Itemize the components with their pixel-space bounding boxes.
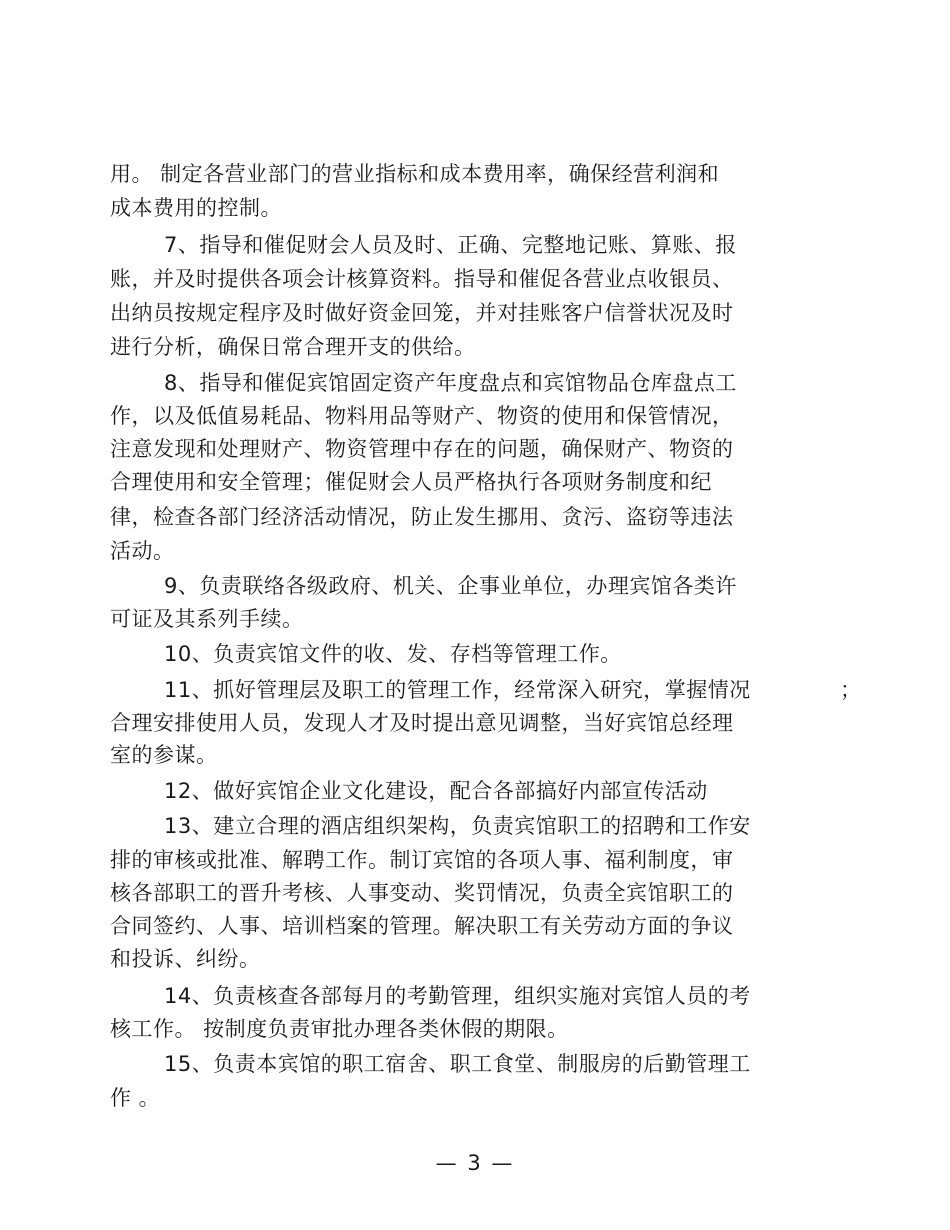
text-line: 合理使用和安全管理；催促财会人员严格执行各项财务制度和纪: [110, 470, 712, 494]
paragraph-9-line: 9、负责联络各级政府、机关、企事业单位，办理宾馆各类许: [164, 574, 737, 598]
text-line: 注意发现和处理财产、物资管理中存在的问题，确保财产、物资的: [110, 437, 734, 461]
trailing-semicolon: ；: [840, 678, 861, 702]
text-line: 核工作。 按制度负责审批办理各类休假的期限。: [110, 1017, 569, 1041]
text-line: 账，并及时提供各项会计核算资料。指导和催促各营业点收银员、: [110, 267, 734, 291]
text-line: 用。 制定各营业部门的营业指标和成本费用率，确保经营利润和: [110, 162, 720, 186]
text-line: 可证及其系列手续。: [110, 607, 304, 631]
text-line: 成本费用的控制。: [110, 196, 282, 220]
text-line: 合理安排使用人员，发现人才及时提出意见调整，当好宾馆总经理: [110, 711, 734, 735]
text-line: 活动。: [110, 539, 175, 563]
paragraph-15-line: 15、负责本宾馆的职工宿舍、职工食堂、制服房的后勤管理工: [164, 1052, 751, 1076]
text-line: 作 。: [110, 1086, 161, 1110]
text-line: 室的参谋。: [110, 743, 218, 767]
text-line: 合同签约、人事、培训档案的管理。解决职工有关劳动方面的争议: [110, 914, 734, 938]
page-number: — 3 —: [435, 1151, 515, 1175]
text-line: 出纳员按规定程序及时做好资金回笼，并对挂账客户信誉状况及时: [110, 301, 734, 325]
paragraph-11-line: 11、抓好管理层及职工的管理工作，经常深入研究，掌握情况: [164, 678, 751, 702]
paragraph-12-line: 12、做好宾馆企业文化建设，配合各部搞好内部宣传活动: [164, 779, 708, 803]
paragraph-13-line: 13、建立合理的酒店组织架构，负责宾馆职工的招聘和工作安: [164, 814, 751, 838]
text-line: 作，以及低值易耗品、物料用品等财产、物资的使用和保管情况，: [110, 404, 734, 428]
text-line: 和投诉、纠纷。: [110, 947, 261, 971]
text-line: 进行分析，确保日常合理开支的供给。: [110, 335, 476, 359]
text-line: 律，检查各部门经济活动情况，防止发生挪用、贪污、盗窃等违法: [110, 505, 734, 529]
paragraph-10-line: 10、负责宾馆文件的收、发、存档等管理工作。: [164, 642, 622, 666]
paragraph-14-line: 14、负责核查各部每月的考勤管理，组织实施对宾馆人员的考: [164, 984, 751, 1008]
text-line: 核各部职工的晋升考核、人事变动、奖罚情况，负责全宾馆职工的: [110, 881, 734, 905]
text-line: 排的审核或批准、解聘工作。制订宾馆的各项人事、福利制度，审: [110, 848, 734, 872]
paragraph-8-line: 8、指导和催促宾馆固定资产年度盘点和宾馆物品仓库盘点工: [164, 371, 737, 395]
paragraph-7-line: 7、指导和催促财会人员及时、正确、完整地记账、算账、报: [164, 233, 737, 257]
